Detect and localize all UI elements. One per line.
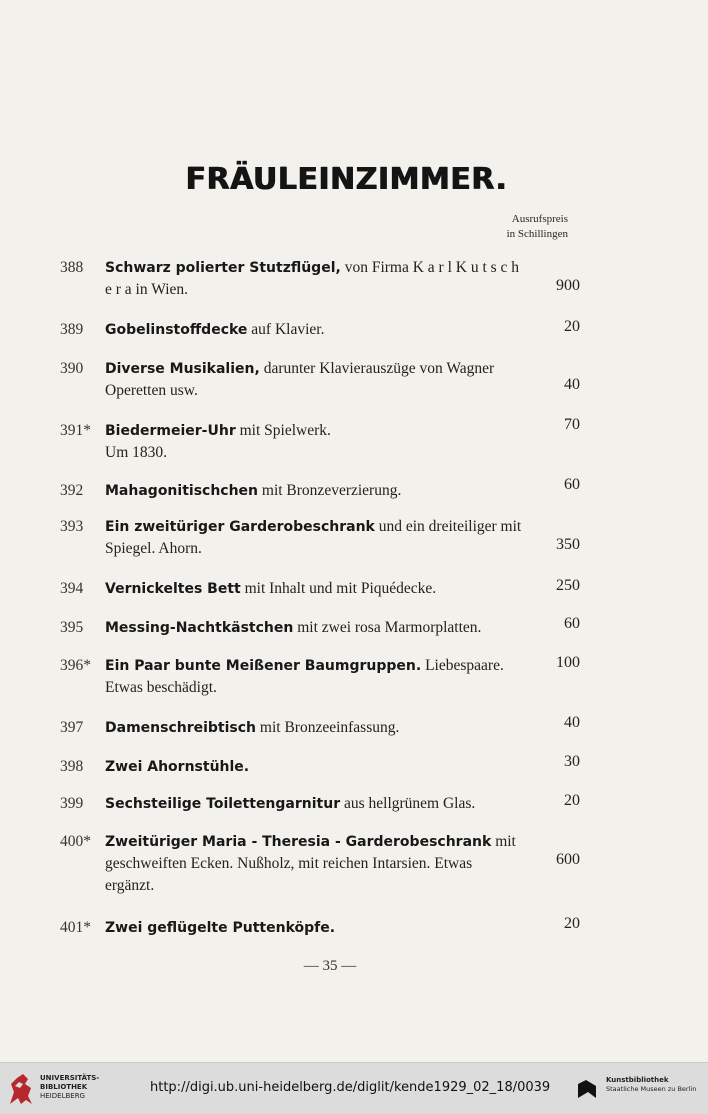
lot-description — [105, 358, 525, 402]
lot-393 — [60, 516, 580, 560]
lot-description — [105, 480, 525, 502]
lot-389 — [60, 319, 580, 341]
permalink-url[interactable]: http://digi.ub.uni-heidelberg.de/diglit/kende1929_02_18/0039 — [150, 1080, 551, 1095]
lot-title: Ein Paar bunte Meißener Baumgruppen. — [105, 658, 422, 674]
lot-price: 20 — [564, 318, 580, 335]
lot-number: 391* — [60, 422, 91, 439]
lot-description — [105, 617, 525, 639]
lot-price: 900 — [556, 277, 580, 294]
lot-price: 60 — [564, 615, 580, 632]
footer-bar — [0, 1062, 708, 1114]
lot-title: Vernickeltes Bett — [105, 581, 241, 597]
lot-detail: Liebespaare. Etwas beschädigt. — [105, 657, 504, 696]
lot-title: Biedermeier-Uhr — [105, 423, 236, 439]
lot-description — [105, 420, 525, 464]
lot-price: 70 — [564, 416, 580, 433]
kb-line2: Staatliche Museen zu Berlin — [606, 1085, 697, 1093]
lot-title: Zwei Ahornstühle. — [105, 759, 250, 775]
lot-title: Gobelinstoffdecke — [105, 322, 248, 338]
lot-detail: auf Klavier. — [247, 321, 325, 338]
lot-396 — [60, 655, 580, 699]
lot-detail: mit geschweiften Ecken. Nußholz, mit reichen Intarsien. Etwas ergänzt. — [105, 833, 516, 894]
lot-number: 393 — [60, 518, 84, 535]
lot-number: 389 — [60, 321, 84, 338]
lot-price: 40 — [564, 376, 580, 393]
lot-title: Ein zweitüriger Garderobeschrank — [105, 519, 375, 535]
lot-title: Diverse Musikalien, — [105, 361, 260, 377]
lot-description — [105, 655, 525, 699]
lot-description — [105, 319, 525, 341]
lot-price: 60 — [564, 476, 580, 493]
lot-price: 100 — [556, 654, 580, 671]
price-header-line2: in Schillingen — [506, 228, 568, 240]
lot-395 — [60, 617, 580, 639]
lot-title: Zweitüriger Maria - Theresia - Garderobeschrank — [105, 834, 492, 850]
lot-detail: mit Bronzeverzierung. — [258, 482, 402, 499]
uni-line2: BIBLIOTHEK — [40, 1083, 88, 1091]
lot-title: Mahagonitischchen — [105, 483, 259, 499]
uni-line1: UNIVERSITÄTS- — [40, 1074, 100, 1082]
lot-397 — [60, 714, 580, 739]
lot-detail: mit Spielwerk. — [235, 422, 331, 439]
lot-390 — [60, 358, 580, 402]
lot-title: Zwei geflügelte Puttenköpfe. — [105, 920, 336, 936]
lot-number: 388 — [60, 259, 84, 276]
lot-description — [105, 717, 525, 739]
lot-price: 350 — [556, 536, 580, 553]
lot-number: 400* — [60, 833, 91, 850]
lot-price: 250 — [556, 577, 580, 594]
lot-401 — [60, 917, 580, 939]
heidelberg-lion-icon — [6, 1070, 36, 1108]
lot-title: Damenschreibtisch — [105, 720, 257, 736]
lot-number: 394 — [60, 580, 84, 597]
lot-description — [105, 831, 525, 897]
price-header-line1: Ausrufspreis — [511, 213, 568, 225]
lot-388 — [60, 257, 580, 301]
lot-title: Schwarz polierter Stutzflügel, — [105, 260, 341, 276]
lot-description — [105, 917, 525, 939]
lot-392 — [60, 476, 580, 502]
lot-price: 30 — [564, 753, 580, 770]
lot-number: 397 — [60, 719, 84, 736]
lot-399 — [60, 793, 580, 815]
lot-price: 20 — [564, 915, 580, 932]
lot-description — [105, 578, 525, 600]
lot-detail: aus hellgrünem Glas. — [340, 795, 476, 812]
lot-description — [105, 257, 525, 301]
kb-line1: Kunstbibliothek — [606, 1076, 669, 1084]
lot-391 — [60, 416, 580, 464]
lot-description — [105, 516, 525, 560]
page-number: — 35 — — [303, 958, 357, 974]
lot-description — [105, 793, 525, 815]
lot-394 — [60, 578, 580, 600]
lot-price: 600 — [556, 851, 580, 868]
university-library-label — [40, 1074, 99, 1101]
uni-line3: HEIDELBERG — [40, 1092, 85, 1100]
lot-400 — [60, 831, 580, 897]
lot-detail: und ein dreiteiliger mit Spiegel. Ahorn. — [105, 518, 522, 557]
lot-detail: von Firma K a r l K u t s c h e r a in Wien. — [105, 259, 520, 298]
lot-398 — [60, 753, 580, 778]
lot-title: Sechsteilige Toilettengarnitur — [105, 796, 341, 812]
lot-number: 395 — [60, 619, 84, 636]
price-column-header — [507, 212, 568, 242]
lot-detail: mit Inhalt und mit Piquédecke. — [240, 580, 437, 597]
lot-detail: darunter Klavierauszüge von Wagner Operetten usw. — [105, 360, 495, 399]
lot-price: 20 — [564, 792, 580, 809]
lot-detail: mit zwei rosa Marmorplatten. — [293, 619, 482, 636]
lot-number: 392 — [60, 482, 84, 499]
lot-number: 390 — [60, 360, 84, 377]
lot-date: Um 1830. — [105, 444, 167, 461]
lot-number: 399 — [60, 795, 84, 812]
page-title: FRÄULEINZIMMER. — [185, 162, 507, 197]
kunstbibliothek-icon — [576, 1078, 598, 1100]
lot-price: 40 — [564, 714, 580, 731]
lot-description — [105, 756, 525, 778]
lot-number: 398 — [60, 758, 84, 775]
lot-number: 401* — [60, 919, 91, 936]
lot-detail: mit Bronzeeinfassung. — [256, 719, 400, 736]
lot-number: 396* — [60, 657, 91, 674]
kunstbibliothek-label — [606, 1076, 696, 1094]
lot-title: Messing-Nachtkästchen — [105, 620, 294, 636]
